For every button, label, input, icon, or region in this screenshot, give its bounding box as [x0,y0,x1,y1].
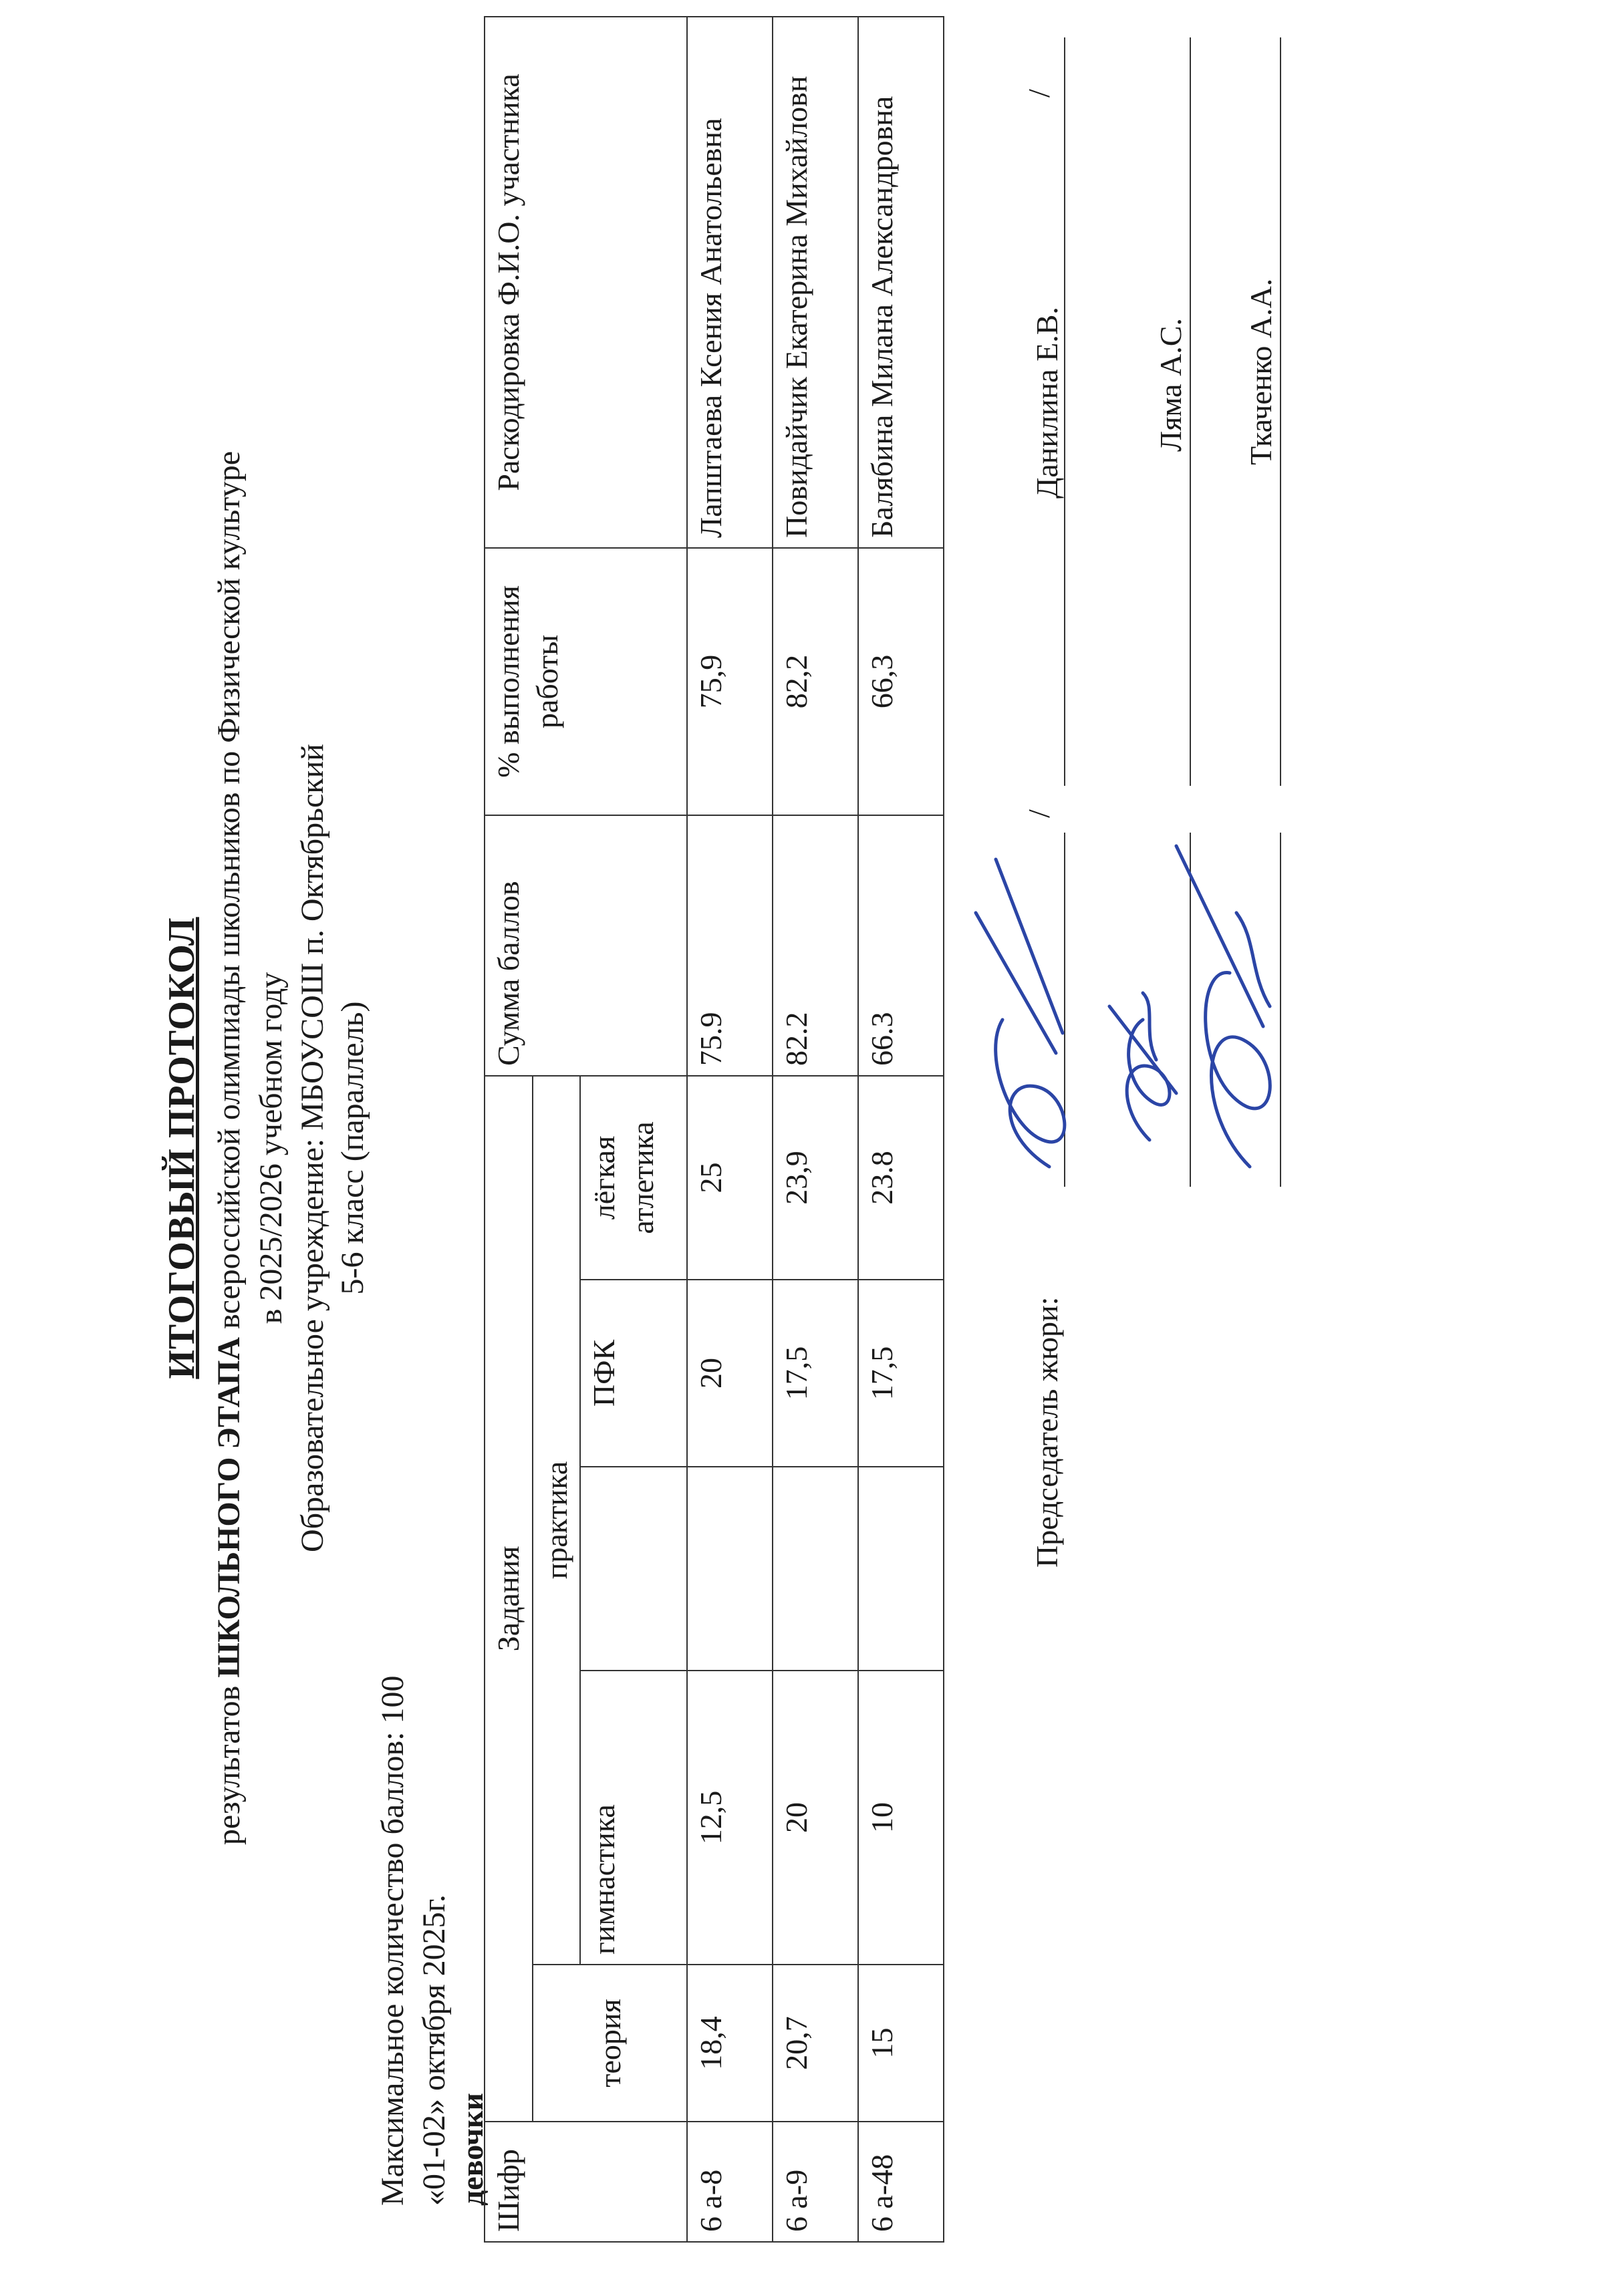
page-title: ИТОГОВЫЙ ПРОТОКОЛ [161,917,203,1379]
name-line [1190,37,1191,786]
table-row [687,17,773,2242]
jury-member-3: Ткаченко А.А. [1244,278,1278,465]
institution: Образовательное учреждение: МБОУСОШ п. Октябрьский [295,744,330,1552]
cell-participant-name: Балябина Милана Александровна [858,17,944,548]
header-pfk: ПФК [580,1280,687,1467]
cell-blank [773,1467,858,1671]
cell-pfk: 17,5 [858,1280,944,1467]
cell-athletics: 23.8 [858,1076,944,1280]
handwritten-signatures [956,819,1317,1193]
slash-separator: / [1022,89,1056,98]
cell-gymnastics: 12,5 [687,1671,773,1965]
jury-member-1: Данилина Е.В. [1030,307,1064,498]
cell-blank [858,1467,944,1671]
slash-separator: / [1022,809,1056,818]
group-label: девочки [455,2093,489,2206]
header-theory: теория [533,1965,688,2122]
cell-sum: 82.2 [773,815,858,1076]
name-line [1280,37,1281,786]
header-sum: Сумма баллов [485,815,687,1076]
header-percent: % выполнения работы [485,548,687,815]
signature-3 [1176,846,1270,1167]
cell-gymnastics: 20 [773,1671,858,1965]
cell-cipher: 6 а-48 [858,2122,944,2242]
cell-athletics: 25 [687,1076,773,1280]
header-blank [580,1467,687,1671]
cell-cipher: 6 а-8 [687,2122,773,2242]
max-score: Максимальное количество баллов: 100 [375,1675,410,2206]
cell-theory: 18,4 [687,1965,773,2122]
protocol-subtitle [211,0,247,2296]
subtitle-stage: ШКОЛЬНОГО ЭТАПА [211,1336,247,1678]
cell-theory: 20,7 [773,1965,858,2122]
subtitle-prefix: результатов [211,1685,247,1846]
header-row [485,17,533,2242]
table-row [858,17,944,2242]
header-participant-name: Раскодировка Ф.И.О. участника [485,17,687,548]
header-cipher: Шифр [485,2122,687,2242]
cell-sum: 75.9 [687,815,773,1076]
cell-participant-name: Лапштаева Ксения Анатольевна [687,17,773,548]
cell-blank [687,1467,773,1671]
cell-percent: 66,3 [858,548,944,815]
cell-athletics: 23,9 [773,1076,858,1280]
cell-theory: 15 [858,1965,944,2122]
cell-pfk: 17,5 [773,1280,858,1467]
school-year: в 2025/2026 учебном году [253,972,289,1324]
cell-percent: 82,2 [773,548,858,815]
cell-cipher: 6 а-9 [773,2122,858,2242]
cell-participant-name: Повидайчик Екатерина Михайловн [773,17,858,548]
header-athletics: лёгкая атлетика [580,1076,687,1280]
subtitle-suffix: всероссийской олимпиады школьников по Физической культуре [211,450,247,1329]
results-table [484,16,944,2243]
cell-gymnastics: 10 [858,1671,944,1965]
header-practice: практика [533,1076,581,1965]
header-gymnastics: гимнастика [580,1671,687,1965]
header-tasks: Задания [485,1076,533,2122]
signature-1 [976,859,1065,1167]
olympiad-dates: «01-02» октября 2025г. [416,1894,452,2206]
cell-sum: 66.3 [858,815,944,1076]
signature-2 [1109,993,1176,1140]
cell-pfk: 20 [687,1280,773,1467]
cell-percent: 75,9 [687,548,773,815]
grade-parallel: 5-6 класс (параллель) [335,1001,370,1295]
jury-member-2: Ляма А.С. [1154,318,1188,452]
jury-chair-label: Председатель жюри: [1030,1296,1064,1568]
table-row [773,17,858,2242]
